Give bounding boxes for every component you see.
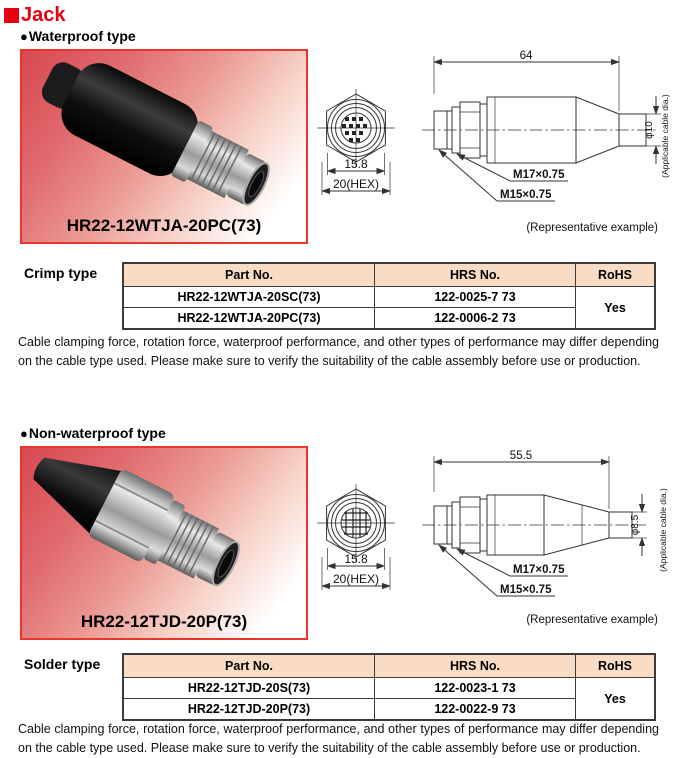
hrs-no-cell: 122-0023-1 73 bbox=[375, 678, 576, 699]
dim-thread-lower: M15×0.75 bbox=[500, 584, 552, 596]
table-row bbox=[123, 308, 655, 330]
dim-cable-dia: φ8.5 bbox=[630, 514, 641, 536]
crimp-type-label: Crimp type bbox=[24, 265, 98, 281]
non-waterproof-heading bbox=[20, 425, 166, 441]
waterproof-connector-image bbox=[22, 51, 304, 211]
dim-thread-upper: M17×0.75 bbox=[513, 169, 565, 181]
dim-overall-length: 64 bbox=[519, 50, 533, 62]
cable-dia-label: (Applicable cable dia.) bbox=[660, 94, 670, 178]
dim-overall-length: 55.5 bbox=[509, 450, 533, 462]
dim-thread-upper: M17×0.75 bbox=[513, 564, 565, 576]
hrs-no-cell: 122-0022-9 73 bbox=[375, 699, 576, 721]
rohs-cell: Yes bbox=[576, 678, 656, 721]
dim-cable-dia: φ10 bbox=[644, 121, 655, 139]
crimp-parts-table bbox=[122, 262, 656, 330]
dim-thread-lower: M15×0.75 bbox=[500, 189, 552, 201]
rohs-cell: Yes bbox=[576, 287, 656, 330]
table-row bbox=[123, 287, 655, 308]
waterproof-dimension-drawing bbox=[314, 50, 673, 222]
part-no-cell: HR22-12TJD-20S(73) bbox=[123, 678, 375, 699]
bullet-icon: ● bbox=[20, 426, 28, 441]
hrs-no-cell: 122-0006-2 73 bbox=[375, 308, 576, 330]
page-header bbox=[4, 4, 66, 27]
col-header-rohs: RoHS bbox=[576, 654, 656, 678]
col-header-hrs-no: HRS No. bbox=[375, 654, 576, 678]
col-header-hrs-no: HRS No. bbox=[375, 263, 576, 287]
dim-face-dia: 15.8 bbox=[344, 552, 368, 566]
table-row bbox=[123, 678, 655, 699]
col-header-part-no: Part No. bbox=[123, 263, 375, 287]
page-title: Jack bbox=[21, 4, 66, 26]
waterproof-representative-note: (Representative example) bbox=[526, 222, 658, 234]
waterproof-heading-label: Waterproof type bbox=[28, 28, 136, 44]
non-waterproof-connector-image bbox=[22, 448, 304, 606]
dim-face-dia: 15.8 bbox=[344, 157, 368, 171]
part-no-cell: HR22-12WTJA-20SC(73) bbox=[123, 287, 375, 308]
col-header-rohs: RoHS bbox=[576, 263, 656, 287]
part-no-cell: HR22-12WTJA-20PC(73) bbox=[123, 308, 375, 330]
col-header-part-no: Part No. bbox=[123, 654, 375, 678]
solder-parts-table bbox=[122, 653, 656, 721]
non-waterproof-photo bbox=[20, 446, 308, 640]
bullet-icon: ● bbox=[20, 29, 28, 44]
solder-type-label: Solder type bbox=[24, 656, 101, 672]
waterproof-photo bbox=[20, 49, 308, 244]
non-waterproof-representative-note: (Representative example) bbox=[526, 614, 658, 626]
non-waterproof-note-paragraph: Cable clamping force, rotation force, waterproof performance, and other types of performance may differ depending on the cable type used. Please make sure to verify the suitability of the cable assembly before use or production. bbox=[18, 722, 659, 755]
waterproof-note-paragraph: Cable clamping force, rotation force, waterproof performance, and other types of performance may differ depending on the cable type used. Please make sure to verify the suitability of the cable assembly before use or production. bbox=[18, 335, 659, 368]
waterproof-heading bbox=[20, 28, 136, 44]
table-header-row bbox=[123, 263, 655, 287]
dim-hex-size: 20(HEX) bbox=[332, 572, 380, 586]
non-waterproof-dimension-drawing bbox=[314, 450, 673, 612]
non-waterproof-heading-label: Non-waterproof type bbox=[28, 425, 166, 441]
part-no-cell: HR22-12TJD-20P(73) bbox=[123, 699, 375, 721]
red-square-icon bbox=[4, 8, 19, 23]
waterproof-photo-caption: HR22-12WTJA-20PC(73) bbox=[66, 216, 262, 235]
dim-hex-size: 20(HEX) bbox=[332, 177, 380, 191]
non-waterproof-photo-caption: HR22-12TJD-20P(73) bbox=[80, 612, 248, 631]
hrs-no-cell: 122-0025-7 73 bbox=[375, 287, 576, 308]
table-row bbox=[123, 699, 655, 721]
cable-dia-label: (Applicable cable dia.) bbox=[658, 488, 668, 572]
table-header-row bbox=[123, 654, 655, 678]
